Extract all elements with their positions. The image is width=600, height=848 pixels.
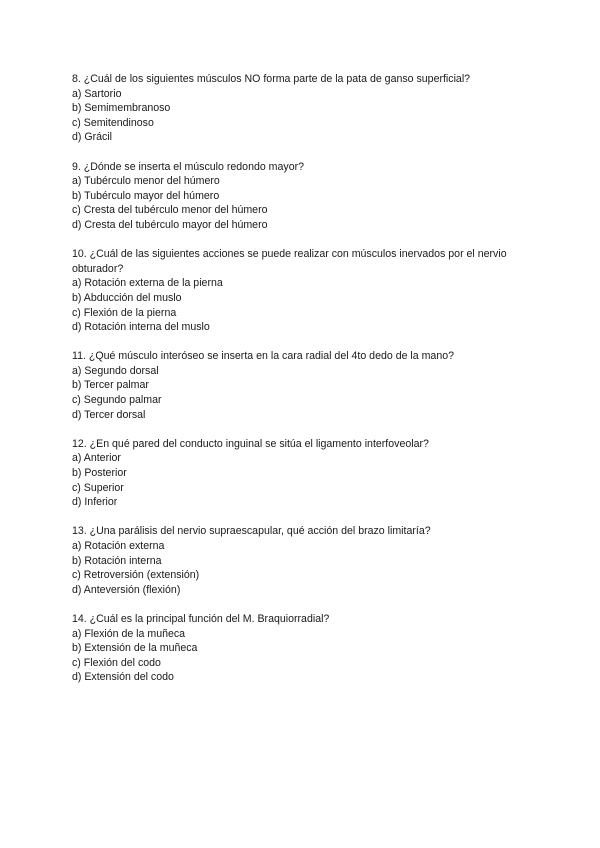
question-12 — [72, 437, 542, 510]
options-list — [72, 451, 542, 509]
question-text: 14. ¿Cuál es la principal función del M. Braquiorradial? — [72, 612, 330, 625]
option-c: c) Cresta del tubérculo menor del húmero — [72, 204, 268, 217]
question-text: 11. ¿Qué músculo interóseo se inserta en la cara radial del 4to dedo de la mano? — [72, 350, 454, 363]
option-d: d) Anteversión (flexión) — [72, 583, 181, 596]
options-list — [72, 87, 542, 145]
options-list — [72, 539, 542, 597]
option-c: c) Segundo palmar — [72, 394, 162, 407]
question-11 — [72, 349, 542, 422]
document-page — [72, 72, 542, 700]
question-9 — [72, 160, 542, 233]
question-text: 12. ¿En qué pared del conducto inguinal se sitúa el ligamento interfoveolar? — [72, 437, 429, 450]
option-b: b) Abducción del muslo — [72, 291, 182, 304]
option-c: c) Flexión de la pierna — [72, 306, 177, 319]
option-d: d) Rotación interna del muslo — [72, 321, 210, 334]
options-list — [72, 276, 542, 334]
option-b: b) Tubérculo mayor del húmero — [72, 189, 220, 202]
option-a: a) Anterior — [72, 452, 121, 465]
option-a: a) Rotación externa de la pierna — [72, 277, 223, 290]
option-d: d) Tercer dorsal — [72, 408, 146, 421]
question-10 — [72, 247, 542, 335]
option-b: b) Rotación interna — [72, 554, 162, 567]
option-b: b) Semimembranoso — [72, 102, 171, 115]
option-a: a) Sartorio — [72, 87, 122, 100]
question-8 — [72, 72, 542, 145]
option-a: a) Rotación externa — [72, 540, 165, 552]
options-list — [72, 174, 542, 232]
option-a: a) Flexión de la muñeca — [72, 627, 186, 640]
option-d: d) Grácil — [72, 131, 113, 144]
option-d: d) Extensión del codo — [72, 671, 174, 684]
option-c: c) Flexión del codo — [72, 656, 161, 669]
option-b: b) Posterior — [72, 467, 127, 480]
option-d: d) Cresta del tubérculo mayor del húmero — [72, 218, 268, 231]
option-a: a) Tubérculo menor del húmero — [72, 175, 220, 188]
option-c: c) Semitendinoso — [72, 116, 154, 129]
options-list — [72, 627, 542, 685]
question-14 — [72, 612, 542, 685]
option-b: b) Extensión de la muñeca — [72, 642, 198, 655]
question-text: 10. ¿Cuál de las siguientes acciones se puede realizar con músculos inervados por el nervio obturador? — [72, 248, 507, 275]
option-c: c) Superior — [72, 481, 124, 494]
question-13 — [72, 524, 542, 597]
question-text: 13. ¿Una parálisis del nervio supraescapular, qué acción del brazo limitaría? — [72, 525, 431, 538]
option-b: b) Tercer palmar — [72, 379, 149, 392]
question-text: 9. ¿Dónde se inserta el músculo redondo mayor? — [72, 160, 305, 173]
option-c: c) Retroversión (extensión) — [72, 569, 200, 582]
question-text: 8. ¿Cuál de los siguientes músculos NO forma parte de la pata de ganso superficial? — [72, 73, 471, 85]
options-list — [72, 364, 542, 422]
option-a: a) Segundo dorsal — [72, 364, 159, 377]
option-d: d) Inferior — [72, 496, 118, 509]
